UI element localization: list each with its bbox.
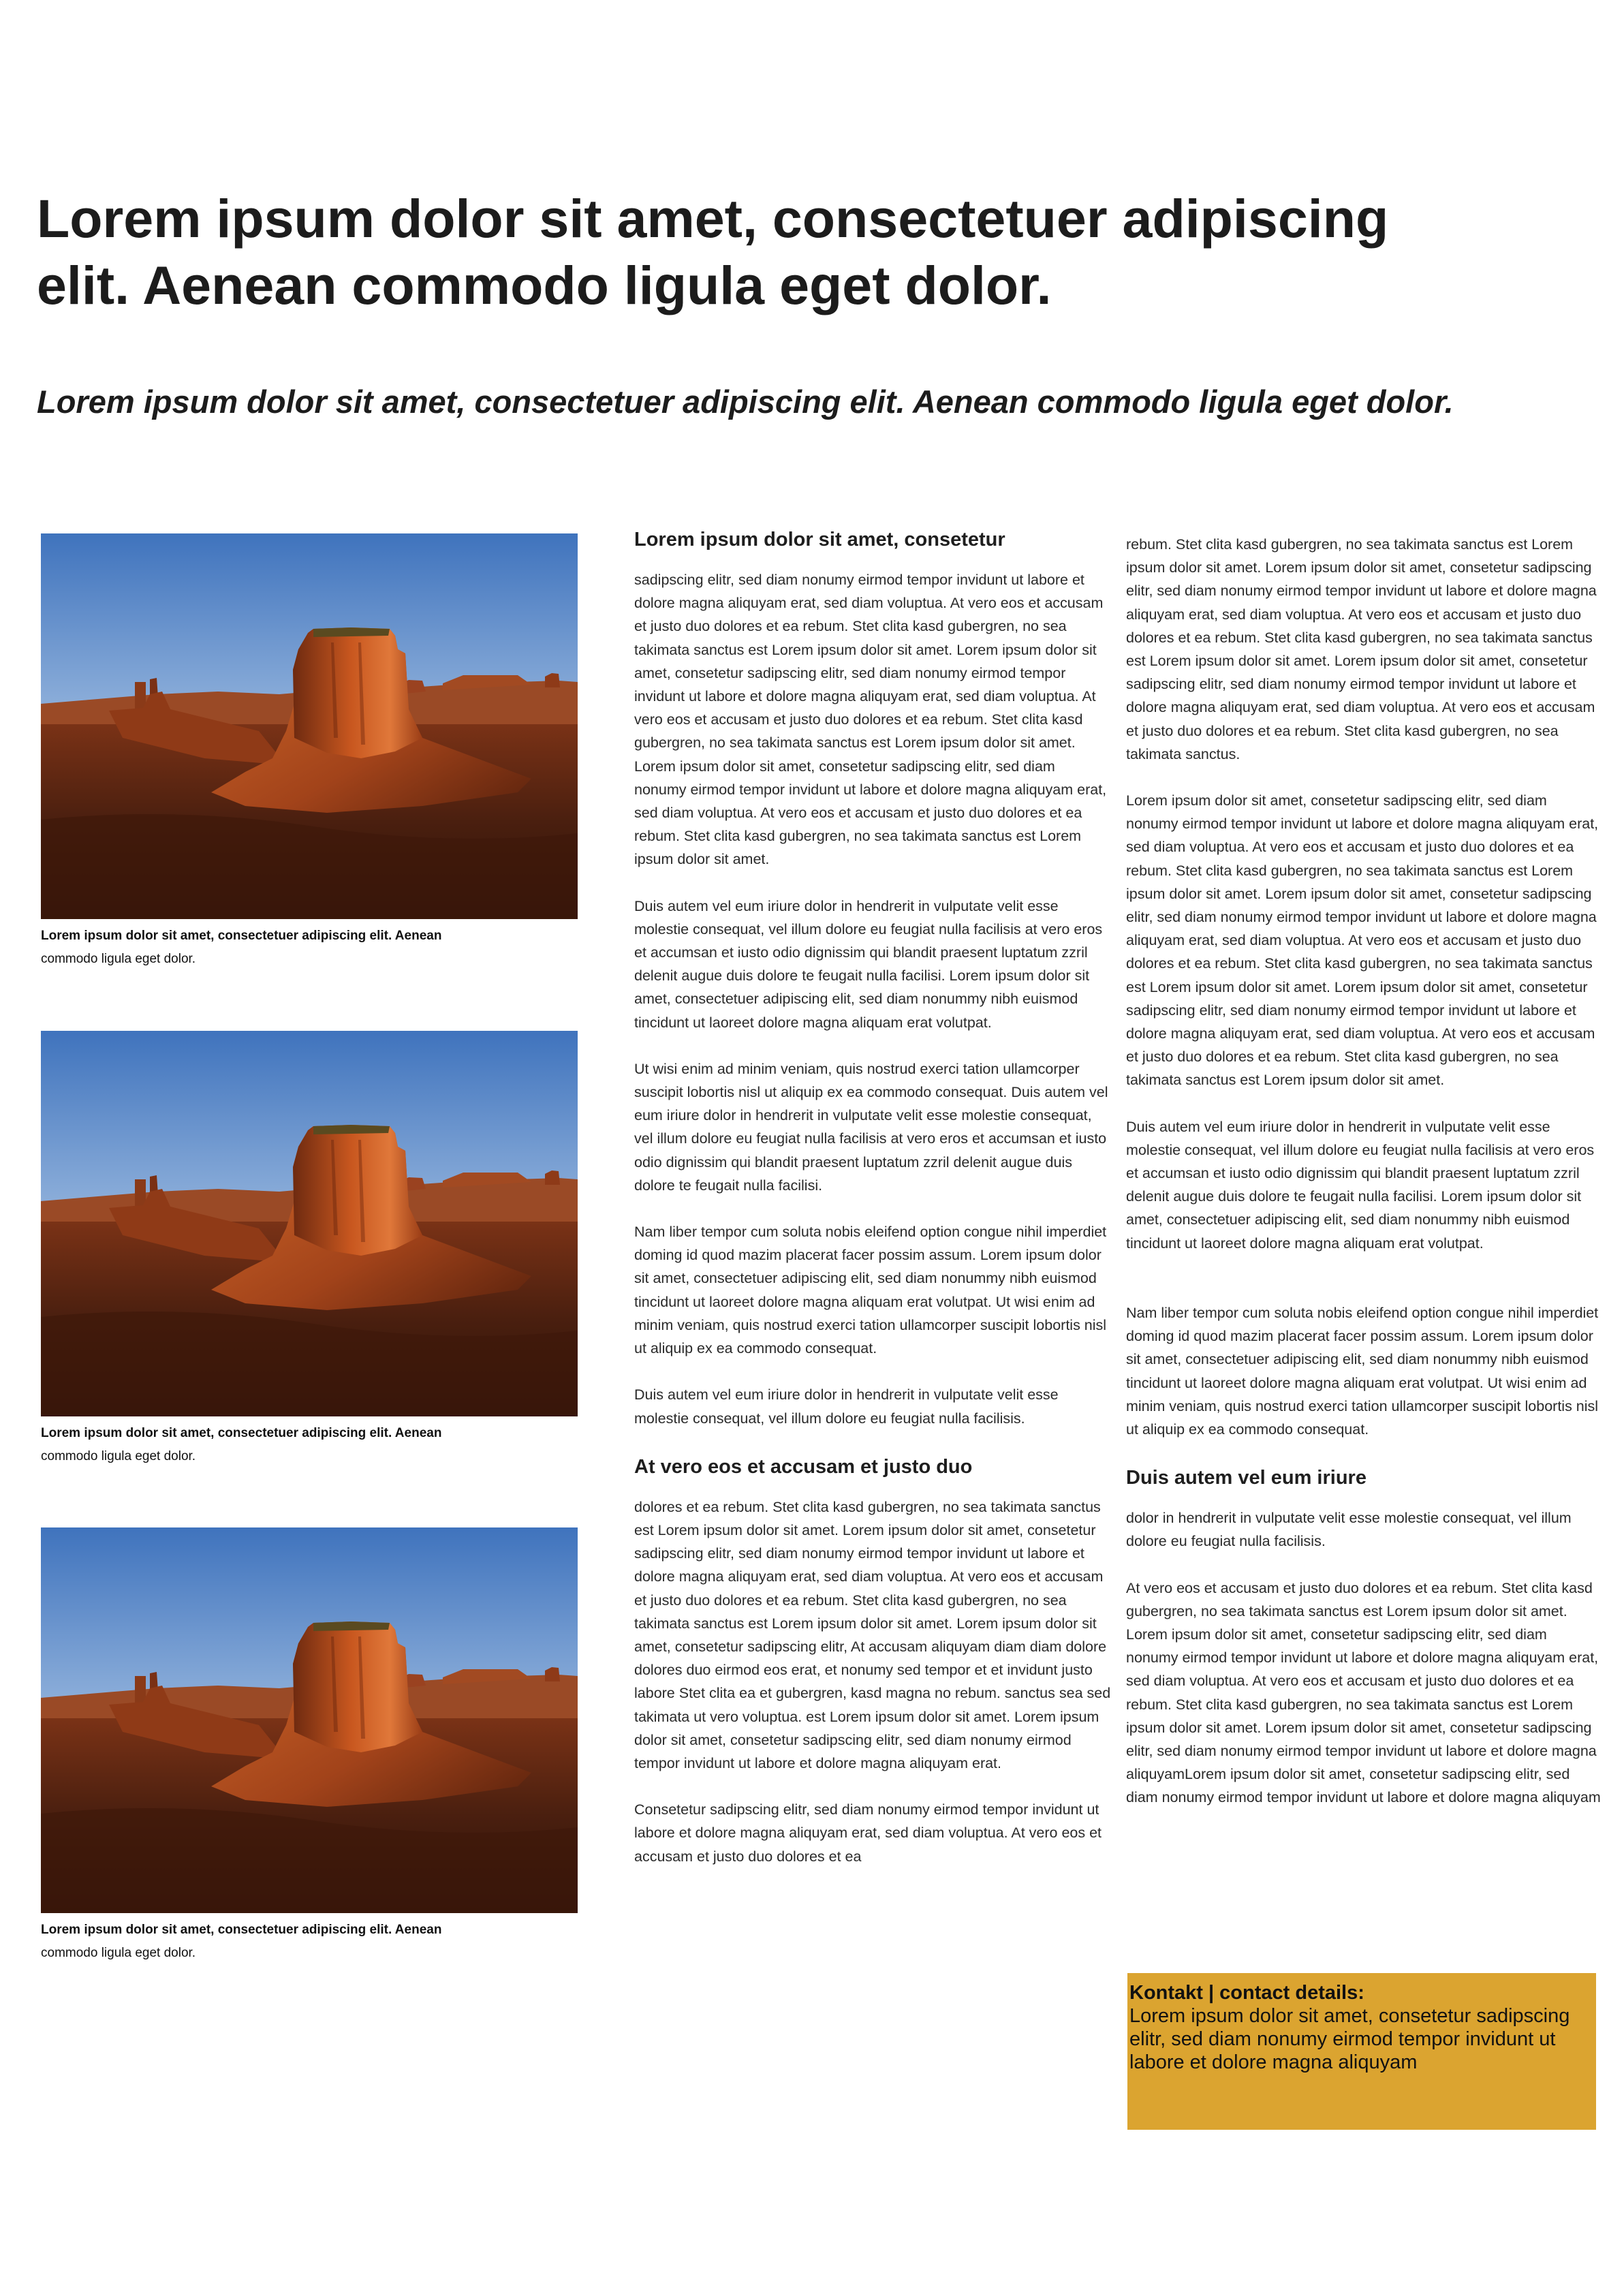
subheadline: Lorem ipsum dolor sit amet, consectetuer adipiscing elit. Aenean commodo ligula eget dolor.: [37, 384, 1454, 420]
headline: Lorem ipsum dolor sit amet, consectetuer adipiscing elit. Aenean commodo ligula eget dolor.: [37, 188, 1389, 315]
figure-caption: [41, 925, 578, 971]
section-heading: Duis autem vel eum iriure: [1126, 1467, 1367, 1489]
body-paragraph: Duis autem vel eum iriure dolor in hendrerit in vulputate velit esse molestie consequat, vel illum dolore eu feugiat nulla facilisis at vero eros et accumsan et iusto odio dignissim qui blandit praesent luptatum zzril delenit augue duis dolore te feugait nulla facilisi. Lorem ipsum dolor sit amet, consectetuer adipiscing elit, sed diam nonummy nibh euismod tincidunt ut laoreet dolore magna aliquam erat volutpat.: [1126, 1118, 1595, 1252]
body-paragraph: At vero eos et accusam et justo duo dolores et ea rebum. Stet clita kasd gubergren, no sea takimata sanctus est Lorem ipsum dolor sit amet. Lorem ipsum dolor sit amet, consetetur sadipscing elitr, sed diam nonumy eirmod tempor invidunt ut labore et dolore magna aliquyam erat, sed diam voluptua. At vero eos et accusam et justo duo dolores et ea rebum. Stet clita kasd gubergren, no sea takimata sanctus est Lorem ipsum dolor sit amet. Lorem ipsum dolor sit amet, consetetur sadipscing elitr, sed diam nonumy eirmod tempor invidunt ut labore et dolore magna aliquyamLorem ipsum dolor sit amet, consetetur sadipscing elitr, sed diam nonumy eirmod tempor invidunt ut labore et dolore magna aliquyam: [1126, 1579, 1601, 1806]
caption-rest: commodo ligula eget dolor.: [41, 1946, 196, 1960]
caption-bold: Lorem ipsum dolor sit amet, consectetuer adipiscing elit. Aenean: [41, 929, 442, 943]
contact-body: Lorem ipsum dolor sit amet, consetetur sadipscing elitr, sed diam nonumy eirmod tempor invidunt ut labore et dolore magna aliquyam: [1129, 2005, 1570, 2073]
body-paragraph: Lorem ipsum dolor sit amet, consetetur sadipscing elitr, sed diam nonumy eirmod tempor invidunt ut labore et dolore magna aliquyam erat, sed diam voluptua. At vero eos et accusam et justo duo dolores et ea rebum. Stet clita kasd gubergren, no sea takimata sanctus est Lorem ipsum dolor sit amet. Lorem ipsum dolor sit amet, consetetur sadipscing elitr, sed diam nonumy eirmod tempor invidunt ut labore et dolore magna aliquyam erat, sed diam voluptua. At vero eos et accusam et justo duo dolores et ea rebum. Stet clita kasd gubergren, no sea takimata sanctus est Lorem ipsum dolor sit amet. Lorem ipsum dolor sit amet, consetetur sadipscing elitr, sed diam nonumy eirmod tempor invidunt ut labore et dolore magna aliquyam erat, sed diam voluptua. At vero eos et accusam et justo duo dolores et ea rebum. Stet clita kasd gubergren, no sea takimata sanctus est Lorem ipsum dolor sit amet.: [1126, 792, 1599, 1089]
contact-details: [1129, 1981, 1593, 2074]
section-heading: At vero eos et accusam et justo duo: [634, 1455, 973, 1478]
desert-butte-photo: [41, 1031, 578, 1416]
body-paragraph: Duis autem vel eum iriure dolor in hendrerit in vulputate velit esse molestie consequat, vel illum dolore eu feugiat nulla facilisis.: [634, 1386, 1059, 1427]
figure-1: [41, 533, 578, 971]
caption-bold: Lorem ipsum dolor sit amet, consectetuer adipiscing elit. Aenean: [41, 1426, 442, 1440]
body-paragraph: dolores et ea rebum. Stet clita kasd gubergren, no sea takimata sanctus est Lorem ipsum dolor sit amet. Lorem ipsum dolor sit amet, consetetur sadipscing elitr, sed diam nonumy eirmod tempor invidunt ut labore et dolore magna aliquyam erat, sed diam voluptua. At vero eos et accusam et justo duo dolores et ea rebum. Stet clita kasd gubergren, no sea takimata sanctus est Lorem ipsum dolor sit amet. Lorem ipsum dolor sit amet, consetetur sadipscing elitr, At accusam aliquyam diam diam dolore dolores duo eirmod eos erat, et nonumy sed tempor et et invidunt justo labore Stet clita ea et gubergren, kasd magna no rebum. sanctus sea sed takimata ut vero voluptua. est Lorem ipsum dolor sit amet. Lorem ipsum dolor sit amet, consetetur sadipscing elitr, sed diam nonumy eirmod tempor invidunt ut labore et dolore magna aliquyam erat.: [634, 1498, 1111, 1771]
right-text-column: [1126, 533, 1603, 1833]
desert-butte-photo: [41, 1527, 578, 1913]
spacer: [1126, 1278, 1603, 1301]
body-paragraph: sadipscing elitr, sed diam nonumy eirmod tempor invidunt ut labore et dolore magna aliquyam erat, sed diam voluptua. At vero eos et accusam et justo duo dolores et ea rebum. Stet clita kasd gubergren, no sea takimata sanctus est Lorem ipsum dolor sit amet. Lorem ipsum dolor sit amet, consetetur sadipscing elitr, sed diam nonumy eirmod tempor invidunt ut labore et dolore magna aliquyam erat, sed diam voluptua. At vero eos et accusam et justo duo dolores et ea rebum. Stet clita kasd gubergren, no sea takimata sanctus est Lorem ipsum dolor sit amet. Lorem ipsum dolor sit amet, consetetur sadipscing elitr, sed diam nonumy eirmod tempor invidunt ut labore et dolore magna aliquyam erat, sed diam voluptua. At vero eos et accusam et justo duo dolores et ea rebum. Stet clita kasd gubergren, no sea takimata sanctus est Lorem ipsum dolor sit amet.: [634, 572, 1107, 868]
contact-title: Kontakt | contact details:: [1129, 1982, 1364, 2004]
body-paragraph: Ut wisi enim ad minim veniam, quis nostrud exerci tation ullamcorper suscipit lobortis nisl ut aliquip ex ea commodo consequat. Duis autem vel eum iriure dolor in hendrerit in vulputate velit esse molestie consequat, vel illum dolore eu feugiat nulla facilisis at vero eros et accumsan et iusto odio dignissim qui blandit praesent luptatum zzril delenit augue duis dolore te feugait nulla facilisi.: [634, 1060, 1108, 1194]
figure-3: [41, 1527, 578, 1965]
desert-butte-photo: [41, 533, 578, 919]
figure-caption: [41, 1919, 578, 1965]
body-paragraph: Nam liber tempor cum soluta nobis eleifend option congue nihil imperdiet doming id quod mazim placerat facer possim assum. Lorem ipsum dolor sit amet, consectetuer adipiscing elit, sed diam nonummy nibh euismod tincidunt ut laoreet dolore magna aliquam erat volutpat. Ut wisi enim ad minim veniam, quis nostrud exerci tation ullamcorper suscipit lobortis nisl ut aliquip ex ea commodo consequat.: [1126, 1304, 1599, 1438]
figure-caption: [41, 1422, 578, 1468]
body-paragraph: Nam liber tempor cum soluta nobis eleifend option congue nihil imperdiet doming id quod mazim placerat facer possim assum. Lorem ipsum dolor sit amet, consectetuer adipiscing elit, sed diam nonummy nibh euismod tincidunt ut laoreet dolore magna aliquam erat volutpat. Ut wisi enim ad minim veniam, quis nostrud exerci tation ullamcorper suscipit lobortis nisl ut aliquip ex ea commodo consequat.: [634, 1224, 1107, 1357]
caption-rest: commodo ligula eget dolor.: [41, 952, 196, 966]
body-paragraph: Consetetur sadipscing elitr, sed diam nonumy eirmod tempor invidunt ut labore et dolore magna aliquyam erat, sed diam voluptua. At vero eos et accusam et justo duo dolores et ea: [634, 1801, 1102, 1865]
middle-text-column: [634, 526, 1111, 1891]
body-paragraph: rebum. Stet clita kasd gubergren, no sea takimata sanctus est Lorem ipsum dolor sit amet. Lorem ipsum dolor sit amet, consetetur sadipscing elitr, sed diam nonumy eirmod tempor invidunt ut labore et dolore magna aliquyam erat, sed diam voluptua. At vero eos et accusam et justo duo dolores et ea rebum. Stet clita kasd gubergren, no sea takimata sanctus est Lorem ipsum dolor sit amet. Lorem ipsum dolor sit amet, consetetur sadipscing elitr, sed diam nonumy eirmod tempor invidunt ut labore et dolore magna aliquyam erat, sed diam voluptua. At vero eos et accusam et justo duo dolores et ea rebum. Stet clita kasd gubergren, no sea takimata sanctus.: [1126, 536, 1597, 762]
figure-2: [41, 1031, 578, 1468]
caption-rest: commodo ligula eget dolor.: [41, 1449, 196, 1463]
body-paragraph: dolor in hendrerit in vulputate velit esse molestie consequat, vel illum dolore eu feugiat nulla facilisis.: [1126, 1510, 1572, 1550]
body-paragraph: Duis autem vel eum iriure dolor in hendrerit in vulputate velit esse molestie consequat, vel illum dolore eu feugiat nulla facilisis at vero eros et accumsan et iusto odio dignissim qui blandit praesent luptatum zzril delenit augue duis dolore te feugait nulla facilisi. Lorem ipsum dolor sit amet, consectetuer adipiscing elit, sed diam nonummy nibh euismod tincidunt ut laoreet dolore magna aliquam erat volutpat.: [634, 897, 1103, 1031]
section-heading: Lorem ipsum dolor sit amet, consetetur: [634, 529, 1005, 550]
caption-bold: Lorem ipsum dolor sit amet, consectetuer adipiscing elit. Aenean: [41, 1923, 442, 1937]
